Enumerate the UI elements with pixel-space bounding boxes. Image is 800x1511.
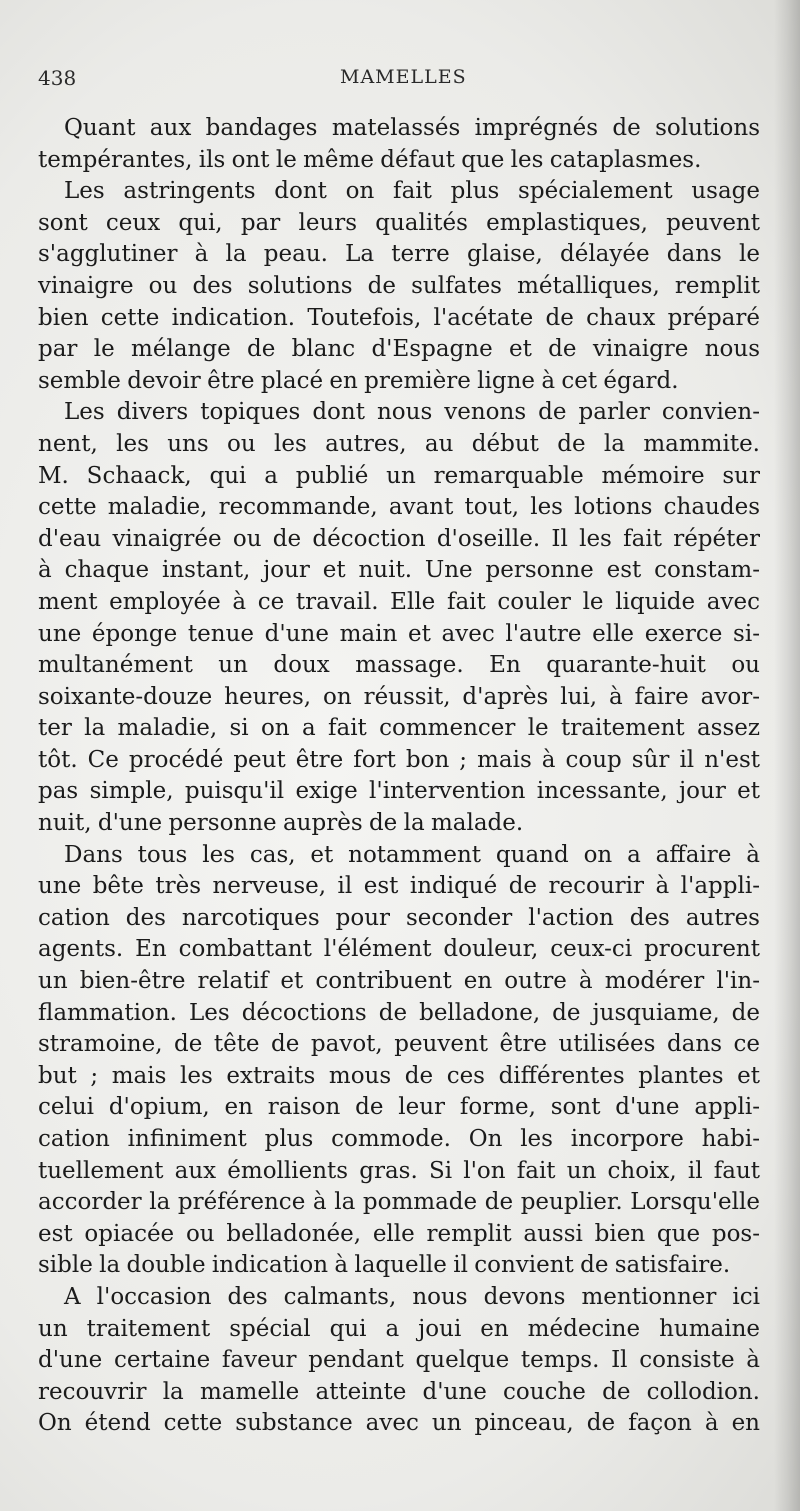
text-line: s'agglutiner à la peau. La terre glaise, délayée dans le	[38, 241, 760, 268]
text-line: cation infiniment plus commode. On les incorpore habi-	[38, 1126, 760, 1152]
text-line: bien cette indication. Toutefois, l'acétate de chaux préparé	[38, 304, 760, 331]
page-number: 438	[38, 66, 77, 90]
text-line: celui d'opium, en raison de leur forme, sont d'une appli-	[38, 1094, 760, 1121]
text-line: but ; mais les extraits mous de ces différentes plantes et	[38, 1062, 760, 1089]
running-head: MAMELLES	[340, 66, 467, 88]
text-line: un traitement spécial qui a joui en médecine humaine	[38, 1315, 760, 1342]
text-line: par le mélange de blanc d'Espagne et de vinaigre nous	[38, 336, 760, 363]
text-line: cation des narcotiques pour seconder l'action des autres	[38, 904, 760, 931]
text-line: flammation. Les décoctions de belladone, de jusquiame, de	[38, 999, 760, 1026]
text-line: un bien-être relatif et contribuent en outre à modérer l'in-	[38, 968, 760, 995]
text-line: On étend cette substance avec un pinceau, de façon à en	[38, 1410, 760, 1437]
text-line: nuit, d'une personne auprès de la malade.	[38, 810, 524, 837]
text-line: une bête très nerveuse, il est indiqué de recourir à l'appli-	[38, 873, 760, 900]
text-line: Dans tous les cas, et notamment quand on a affaire à	[64, 841, 760, 868]
text-line: stramoine, de tête de pavot, peuvent être utilisées dans ce	[38, 1031, 760, 1058]
text-line: multanément un doux massage. En quarante-huit ou	[38, 652, 760, 679]
text-line: sont ceux qui, par leurs qualités emplastiques, peuvent	[38, 209, 760, 236]
text-line: Les astringents dont on fait plus spécialement usage	[64, 178, 760, 205]
text-line: tôt. Ce procédé peut être fort bon ; mais à coup sûr il n'est	[38, 746, 760, 773]
page-header	[38, 66, 738, 96]
text-line: recouvrir la mamelle atteinte d'une couche de collodion.	[38, 1378, 760, 1405]
text-line: agents. En combattant l'élément douleur, ceux-ci procurent	[38, 936, 760, 963]
page-gutter-shadow	[774, 0, 800, 1511]
text-line: Quant aux bandages matelassés imprégnés de solutions	[64, 115, 760, 141]
text-line: d'une certaine faveur pendant quelque temps. Il consiste à	[38, 1347, 760, 1374]
text-line: M. Schaack, qui a publié un remarquable mémoire sur	[38, 462, 760, 489]
text-line: ment employée à ce travail. Elle fait couler le liquide avec	[38, 588, 760, 615]
text-line: tuellement aux émollients gras. Si l'on fait un choix, il faut	[38, 1157, 760, 1184]
text-line: vinaigre ou des solutions de sulfates métalliques, remplit	[38, 272, 760, 299]
text-line: d'eau vinaigrée ou de décoction d'oseille. Il les fait répéter	[38, 525, 760, 552]
text-line: accorder la préférence à la pommade de peuplier. Lorsqu'elle	[38, 1189, 760, 1216]
text-line: à chaque instant, jour et nuit. Une personne est constam-	[38, 557, 760, 584]
text-line: une éponge tenue d'une main et avec l'autre elle exerce si-	[38, 620, 760, 647]
text-line: pas simple, puisqu'il exige l'intervention incessante, jour et	[38, 778, 760, 805]
text-line: tempérantes, ils ont le même défaut que les cataplasmes.	[38, 146, 702, 173]
text-line: semble devoir être placé en première ligne à cet égard.	[38, 367, 679, 394]
body-text	[38, 113, 760, 1440]
text-line: nent, les uns ou les autres, au début de la mammite.	[38, 430, 760, 457]
text-line: cette maladie, recommande, avant tout, les lotions chaudes	[38, 494, 760, 521]
text-line: est opiacée ou belladonée, elle remplit aussi bien que pos-	[38, 1220, 760, 1247]
text-line: A l'occasion des calmants, nous devons mentionner ici	[64, 1283, 760, 1310]
text-line: ter la maladie, si on a fait commencer le traitement assez	[38, 715, 760, 742]
text-line: soixante-douze heures, on réussit, d'après lui, à faire avor-	[38, 683, 760, 710]
text-line: sible la double indication à laquelle il convient de satisfaire.	[38, 1252, 731, 1279]
text-line: Les divers topiques dont nous venons de parler convien-	[64, 399, 760, 426]
